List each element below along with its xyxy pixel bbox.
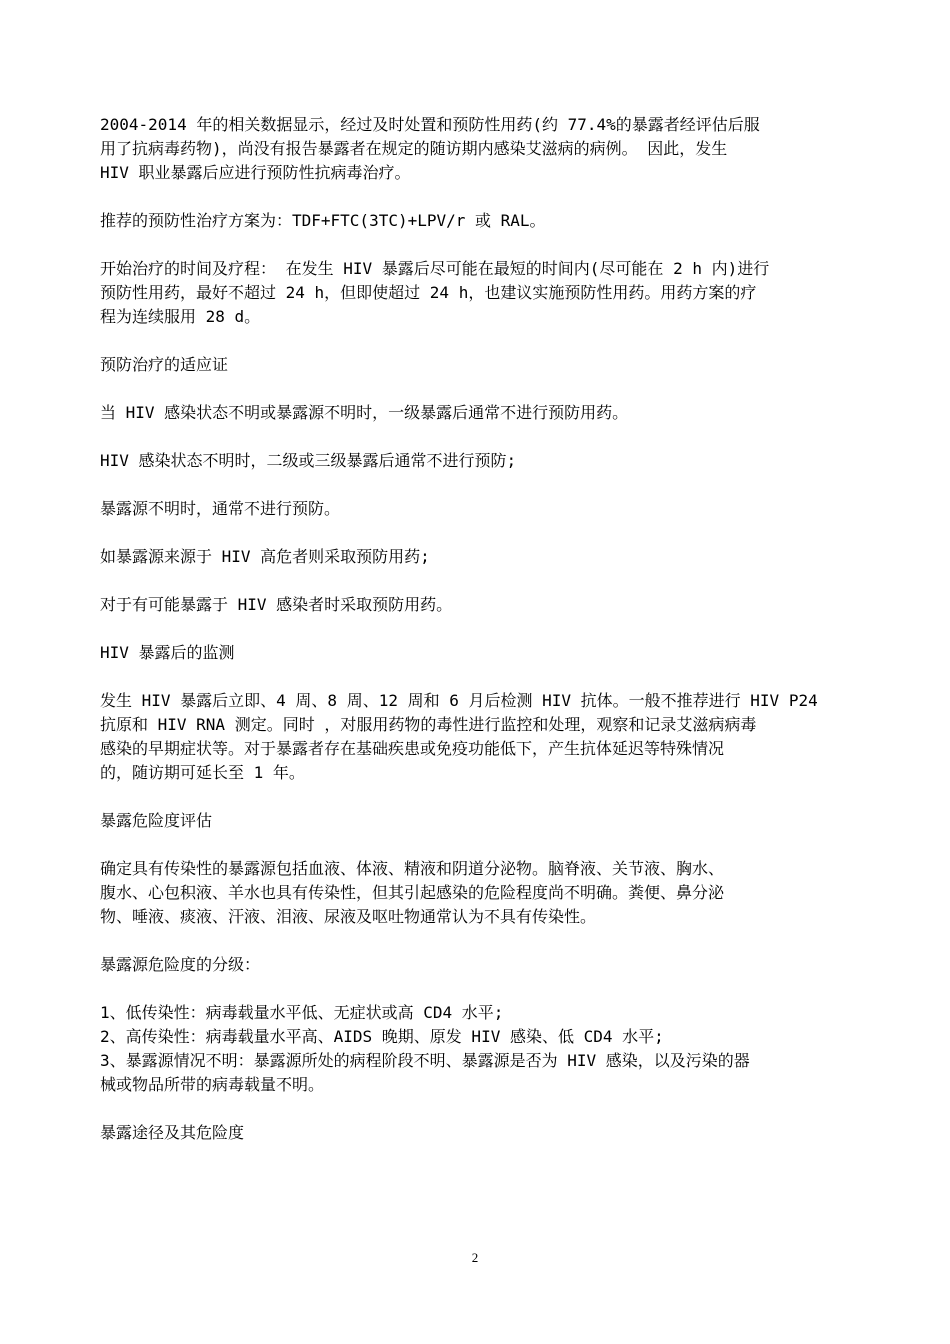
text-line: 2004-2014 年的相关数据显示，经过及时处置和预防性用药(约 77.4%的暴露者经评估后服	[100, 115, 760, 134]
paragraph	[100, 497, 852, 521]
text-line: 物、唾液、痰液、汗液、泪液、尿液及呕吐物通常认为不具有传染性。	[100, 907, 597, 926]
text-line: HIV 职业暴露后应进行预防性抗病毒治疗。	[100, 163, 411, 182]
text-line: HIV 暴露后的监测	[100, 643, 235, 662]
page-number: 2	[471, 1250, 479, 1265]
text-line: 发生 HIV 暴露后立即、4 周、8 周、12 周和 6 月后检测 HIV 抗体。一般不推荐进行 HIV P24	[100, 691, 818, 710]
paragraph	[100, 113, 852, 185]
text-line: 推荐的预防性治疗方案为：TDF+FTC(3TC)+LPV/r 或 RAL。	[100, 211, 546, 230]
paragraph	[100, 353, 852, 377]
text-line: 暴露危险度评估	[100, 811, 213, 830]
text-line: 预防治疗的适应证	[100, 355, 229, 374]
text-line: 暴露途径及其危险度	[100, 1123, 245, 1142]
paragraph	[100, 545, 852, 569]
paragraph	[100, 953, 852, 977]
paragraph	[100, 401, 852, 425]
text-line: 当 HIV 感染状态不明或暴露源不明时，一级暴露后通常不进行预防用药。	[100, 403, 629, 422]
paragraph	[100, 257, 852, 329]
text-line: 2、高传染性：病毒载量水平高、AIDS 晚期、原发 HIV 感染、低 CD4 水平;	[100, 1027, 664, 1046]
paragraph	[100, 593, 852, 617]
paragraph	[100, 1001, 852, 1097]
text-line: 械或物品所带的病毒载量不明。	[100, 1075, 325, 1094]
text-line: 开始治疗的时间及疗程： 在发生 HIV 暴露后尽可能在最短的时间内(尽可能在 2 h 内)进行	[100, 259, 770, 278]
text-line: 腹水、心包积液、羊水也具有传染性，但其引起感染的危险程度尚不明确。粪便、鼻分泌	[100, 883, 725, 902]
text-line: 抗原和 HIV RNA 测定。同时 ，对服用药物的毒性进行监控和处理，观察和记录艾滋病病毒	[100, 715, 757, 734]
text-line: 用了抗病毒药物)，尚没有报告暴露者在规定的随访期内感染艾滋病的病例。 因此，发生	[100, 139, 728, 158]
document-body	[100, 113, 852, 1169]
paragraph	[100, 449, 852, 473]
text-line: 暴露源危险度的分级：	[100, 955, 261, 974]
text-line: 如暴露源来源于 HIV 高危者则采取预防用药;	[100, 547, 430, 566]
paragraph	[100, 1121, 852, 1145]
text-line: 3、暴露源情况不明：暴露源所处的病程阶段不明、暴露源是否为 HIV 感染，以及污染的器	[100, 1051, 750, 1070]
text-line: 感染的早期症状等。对于暴露者存在基础疾患或免疫功能低下，产生抗体延迟等特殊情况	[100, 739, 725, 758]
paragraph	[100, 689, 852, 785]
text-line: 对于有可能暴露于 HIV 感染者时采取预防用药。	[100, 595, 453, 614]
paragraph	[100, 209, 852, 233]
text-line: 确定具有传染性的暴露源包括血液、体液、精液和阴道分泌物。脑脊液、关节液、胸水、	[100, 859, 725, 878]
text-line: 预防性用药，最好不超过 24 h，但即使超过 24 h，也建议实施预防性用药。用药方案的疗	[100, 283, 757, 302]
paragraph	[100, 641, 852, 665]
text-line: 暴露源不明时，通常不进行预防。	[100, 499, 341, 518]
text-line: HIV 感染状态不明时，二级或三级暴露后通常不进行预防;	[100, 451, 517, 470]
text-line: 的，随访期可延长至 1 年。	[100, 763, 305, 782]
paragraph	[100, 809, 852, 833]
paragraph	[100, 857, 852, 929]
text-line: 程为连续服用 28 d。	[100, 307, 261, 326]
text-line: 1、低传染性：病毒载量水平低、无症状或高 CD4 水平;	[100, 1003, 504, 1022]
